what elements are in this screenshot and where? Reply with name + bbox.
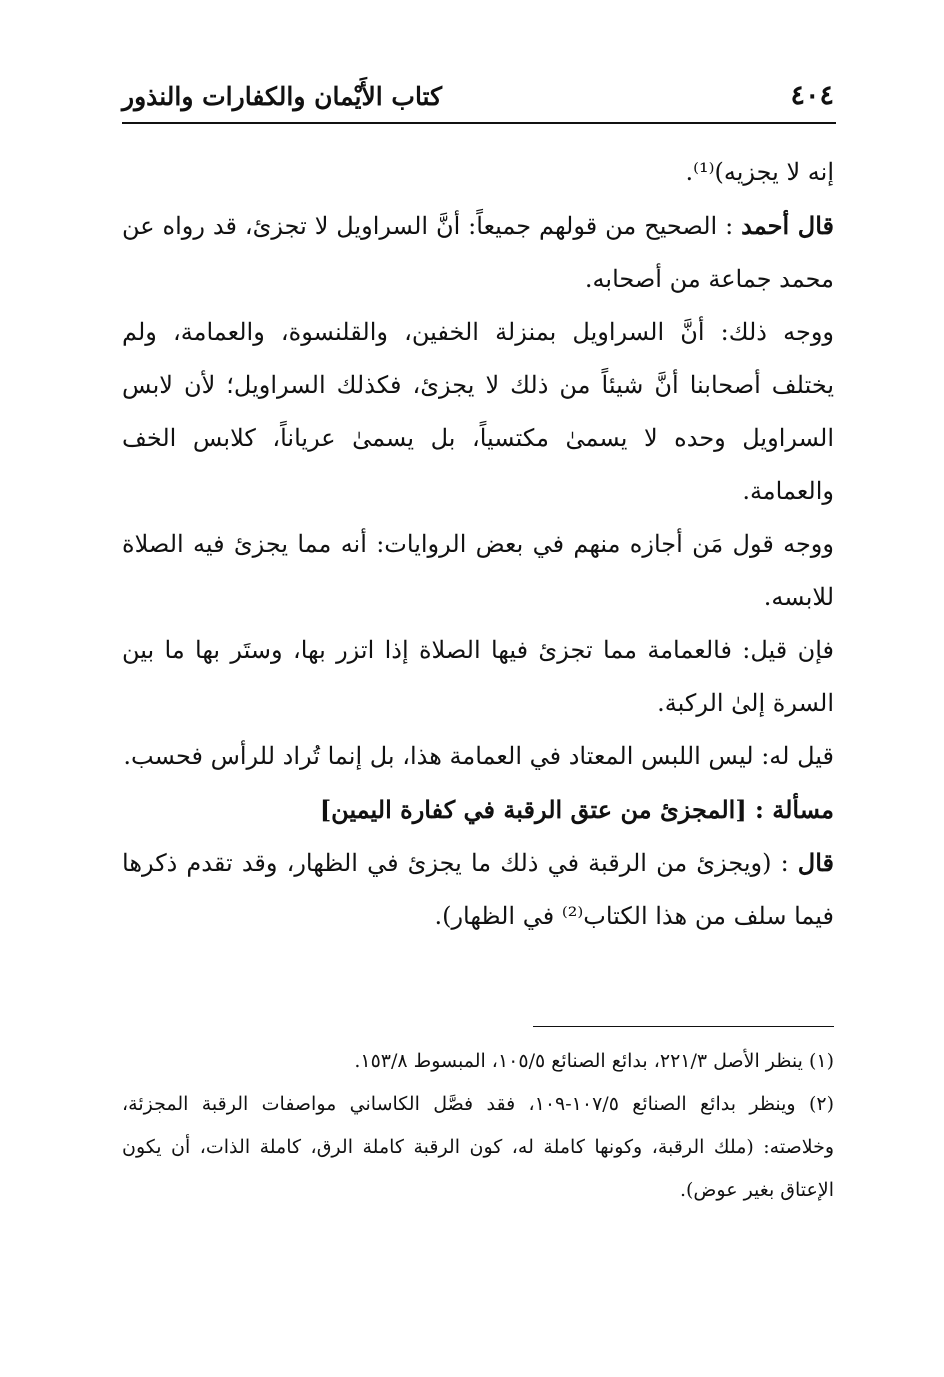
paragraph-8-text: : (ويجزئ من الرقبة في ذلك ما يجزئ في الظهار، وقد تقدم ذكرها فيما سلف من هذا الكتاب⁽²⁾ في الظهار).: [122, 849, 834, 930]
footnote-rule: [533, 1026, 834, 1027]
paragraph-8: [122, 836, 834, 943]
running-title: كتاب الأَيْمان والكفارات والنذور: [122, 82, 443, 111]
paragraph-6: قيل له: ليس اللبس المعتاد في العمامة هذا، بل إنما تُراد للرأس فحسب.: [123, 742, 834, 770]
paragraph-2: [122, 199, 834, 306]
section-heading: مسألة : [المجزئ من عتق الرقبة في كفارة اليمين]: [319, 795, 834, 824]
main-text: [122, 146, 834, 943]
footnotes: [122, 1040, 834, 1212]
speaker-label: قال أحمد: [741, 211, 834, 240]
footnote-1: (١) ينظر الأصل ٢٢١/٣، بدائع الصنائع ١٠٥/٥، المبسوط ١٥٣/٨.: [354, 1050, 834, 1072]
footnote-2: (٢) وينظر بدائع الصنائع ١٠٧/٥-١٠٩، فقد فصَّل الكاساني مواصفات الرقبة المجزئة، وخلاصته: (ملك الرقبة، وكونها كاملة له، كون الرقبة كاملة الرق، كاملة الذات، أن يكون الإعتاق بغير عوض).: [122, 1093, 834, 1201]
page-number: ٤٠٤: [790, 80, 834, 111]
page-header: [122, 78, 834, 120]
paragraph-4: ووجه قول مَن أجازه منهم في بعض الروايات: أنه مما يجزئ فيه الصلاة للابسه.: [122, 530, 834, 611]
paragraph-3: ووجه ذلك: أنَّ السراويل بمنزلة الخفين، والقلنسوة، والعمامة، ولم يختلف أصحابنا أنَّ شيئاً من ذلك لا يجزئ، فكذلك السراويل؛ لأن لابس السراويل وحده لا يسمىٰ مكتسياً، بل يسمىٰ عرياناً، كلابس الخف والعمامة.: [122, 318, 834, 505]
header-rule: [122, 122, 836, 124]
speaker-label: قال: [797, 848, 834, 877]
paragraph-2-text: : الصحيح من قولهم جميعاً: أنَّ السراويل لا تجزئ، قد رواه عن محمد جماعة من أصحابه.: [122, 212, 834, 293]
paragraph-5: فإن قيل: فالعمامة مما تجزئ فيها الصلاة إذا اتزر بها، وستَر بها ما بين السرة إلىٰ الركبة.: [122, 636, 834, 717]
paragraph-1: إنه لا يجزيه)⁽¹⁾.: [685, 158, 834, 186]
